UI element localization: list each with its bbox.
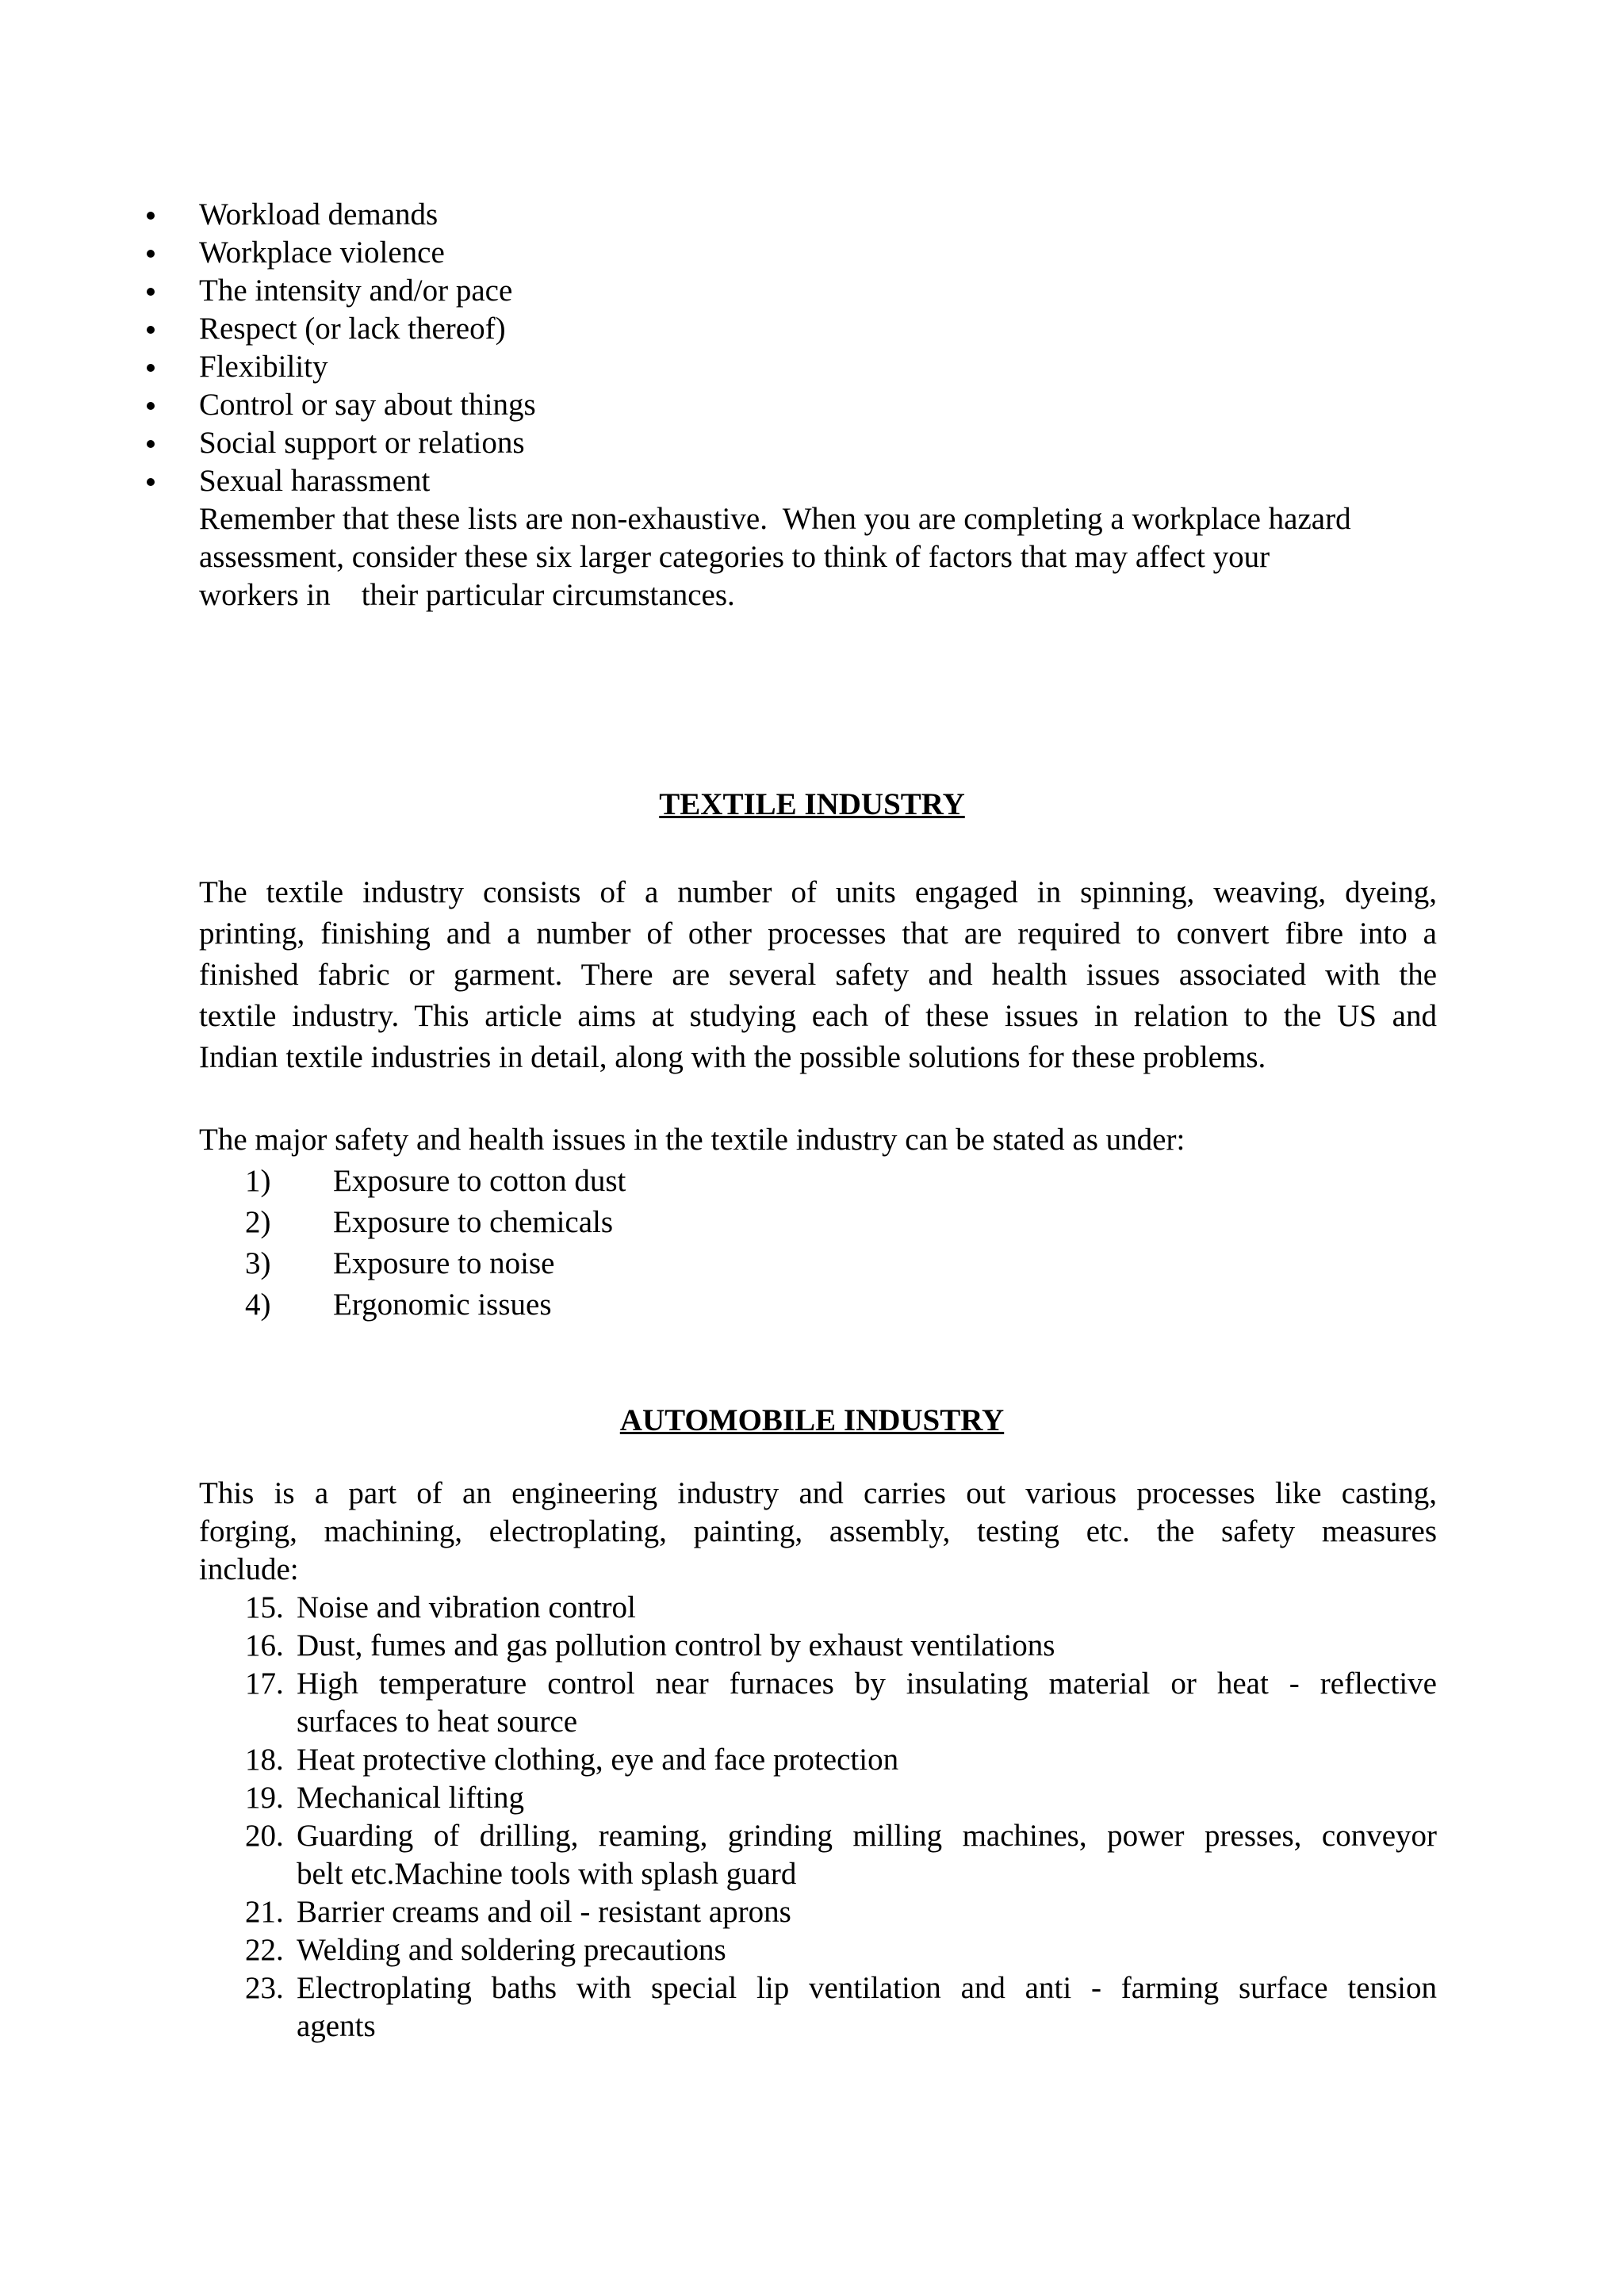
paragraph-line: textile industry. This article aims at studying each of these issues in relation to the US and (199, 999, 1437, 1033)
bullet-item (0, 462, 536, 500)
item-number: 23. (245, 1971, 284, 2005)
item-number: 22. (245, 1933, 284, 1967)
bullet-text: Control or say about things (199, 388, 536, 422)
item-number: 3) (245, 1246, 271, 1280)
bullet-icon (147, 212, 155, 220)
bullet-item (0, 424, 536, 462)
note-line: workers in their particular circumstances. (199, 578, 735, 612)
item-text: agents (297, 2009, 376, 2043)
bullet-item (0, 272, 536, 310)
list-item (0, 1931, 1437, 1969)
item-text: Ergonomic issues (333, 1288, 552, 1322)
item-text: Noise and vibration control (297, 1590, 636, 1624)
item-text: Mechanical lifting (297, 1781, 524, 1815)
textile-heading: TEXTILE INDUSTRY (659, 787, 965, 821)
paragraph-line: Indian textile industries in detail, along with the possible solutions for these problems. (199, 1040, 1266, 1074)
list-item (0, 1665, 1437, 1741)
item-text: Heat protective clothing, eye and face protection (297, 1743, 899, 1777)
bullet-text: Respect (or lack thereof) (199, 312, 506, 346)
textile-issues-intro: The major safety and health issues in the textile industry can be stated as under: (199, 1123, 1185, 1157)
item-number: 21. (245, 1895, 284, 1929)
item-text: Electroplating baths with special lip ventilation and anti - farming surface tension (297, 1971, 1437, 2005)
item-number: 18. (245, 1743, 284, 1777)
bullet-text: Flexibility (199, 350, 328, 384)
note-line: assessment, consider these six larger categories to think of factors that may affect your (199, 540, 1270, 574)
bullet-icon (147, 402, 155, 410)
item-number: 2) (245, 1205, 271, 1239)
item-number: 17. (245, 1667, 284, 1701)
textile-paragraph (199, 872, 1437, 1078)
paragraph-line: This is a part of an engineering industry and carries out various processes like casting, (199, 1476, 1437, 1510)
bullet-item (0, 234, 536, 272)
list-item (0, 1779, 1437, 1817)
bullet-icon (147, 440, 155, 448)
automobile-paragraph (199, 1475, 1437, 1589)
paragraph-line: printing, finishing and a number of other processes that are required to convert fibre into a (199, 916, 1437, 951)
item-text: Welding and soldering precautions (297, 1933, 726, 1967)
item-text: Exposure to cotton dust (333, 1164, 626, 1198)
item-text: Exposure to chemicals (333, 1205, 614, 1239)
item-text: Guarding of drilling, reaming, grinding milling machines, power presses, conveyor (297, 1819, 1437, 1853)
paragraph-line: The textile industry consists of a number of units engaged in spinning, weaving, dyeing, (199, 875, 1437, 909)
bullet-icon (147, 364, 155, 372)
bullet-text: Social support or relations (199, 426, 525, 460)
automobile-heading: AUTOMOBILE INDUSTRY (619, 1403, 1005, 1437)
list-item (0, 1893, 1437, 1931)
item-text: Exposure to noise (333, 1246, 555, 1280)
item-text: Barrier creams and oil - resistant aprons (297, 1895, 791, 1929)
bullet-item (0, 348, 536, 386)
factor-bullet-list (0, 196, 536, 500)
bullet-item (0, 386, 536, 424)
bullet-text: Sexual harassment (199, 464, 431, 498)
safety-measures-list (0, 1589, 1437, 2045)
list-item (0, 1741, 1437, 1779)
item-text: Dust, fumes and gas pollution control by exhaust ventilations (297, 1628, 1055, 1663)
item-text: High temperature control near furnaces by insulating material or heat - reflective (297, 1667, 1437, 1701)
paragraph-line: finished fabric or garment. There are several safety and health issues associated with the (199, 958, 1437, 992)
item-text: belt etc.Machine tools with splash guard (297, 1857, 797, 1891)
bullet-item (0, 196, 536, 234)
bullet-icon (147, 478, 155, 486)
item-number: 19. (245, 1781, 284, 1815)
bullet-icon (147, 250, 155, 258)
paragraph-line: include: (199, 1552, 299, 1586)
bullet-text: The intensity and/or pace (199, 274, 513, 308)
list-item (0, 1627, 1437, 1665)
list-item (0, 1969, 1437, 2045)
item-number: 4) (245, 1288, 271, 1322)
list-item (0, 1817, 1437, 1893)
paragraph-line: forging, machining, electroplating, painting, assembly, testing etc. the safety measures (199, 1514, 1437, 1548)
bullet-text: Workload demands (199, 197, 439, 232)
bullet-icon (147, 326, 155, 334)
item-text: surfaces to heat source (297, 1705, 578, 1739)
bullet-text: Workplace violence (199, 235, 445, 270)
non-exhaustive-note (199, 500, 1436, 614)
bullet-item (0, 310, 536, 348)
bullet-icon (147, 288, 155, 296)
item-number: 16. (245, 1628, 284, 1663)
note-line: Remember that these lists are non-exhaustive. When you are completing a workplace hazard (199, 502, 1351, 536)
item-number: 15. (245, 1590, 284, 1624)
item-number: 1) (245, 1164, 271, 1198)
item-number: 20. (245, 1819, 284, 1853)
list-item (0, 1589, 1437, 1627)
